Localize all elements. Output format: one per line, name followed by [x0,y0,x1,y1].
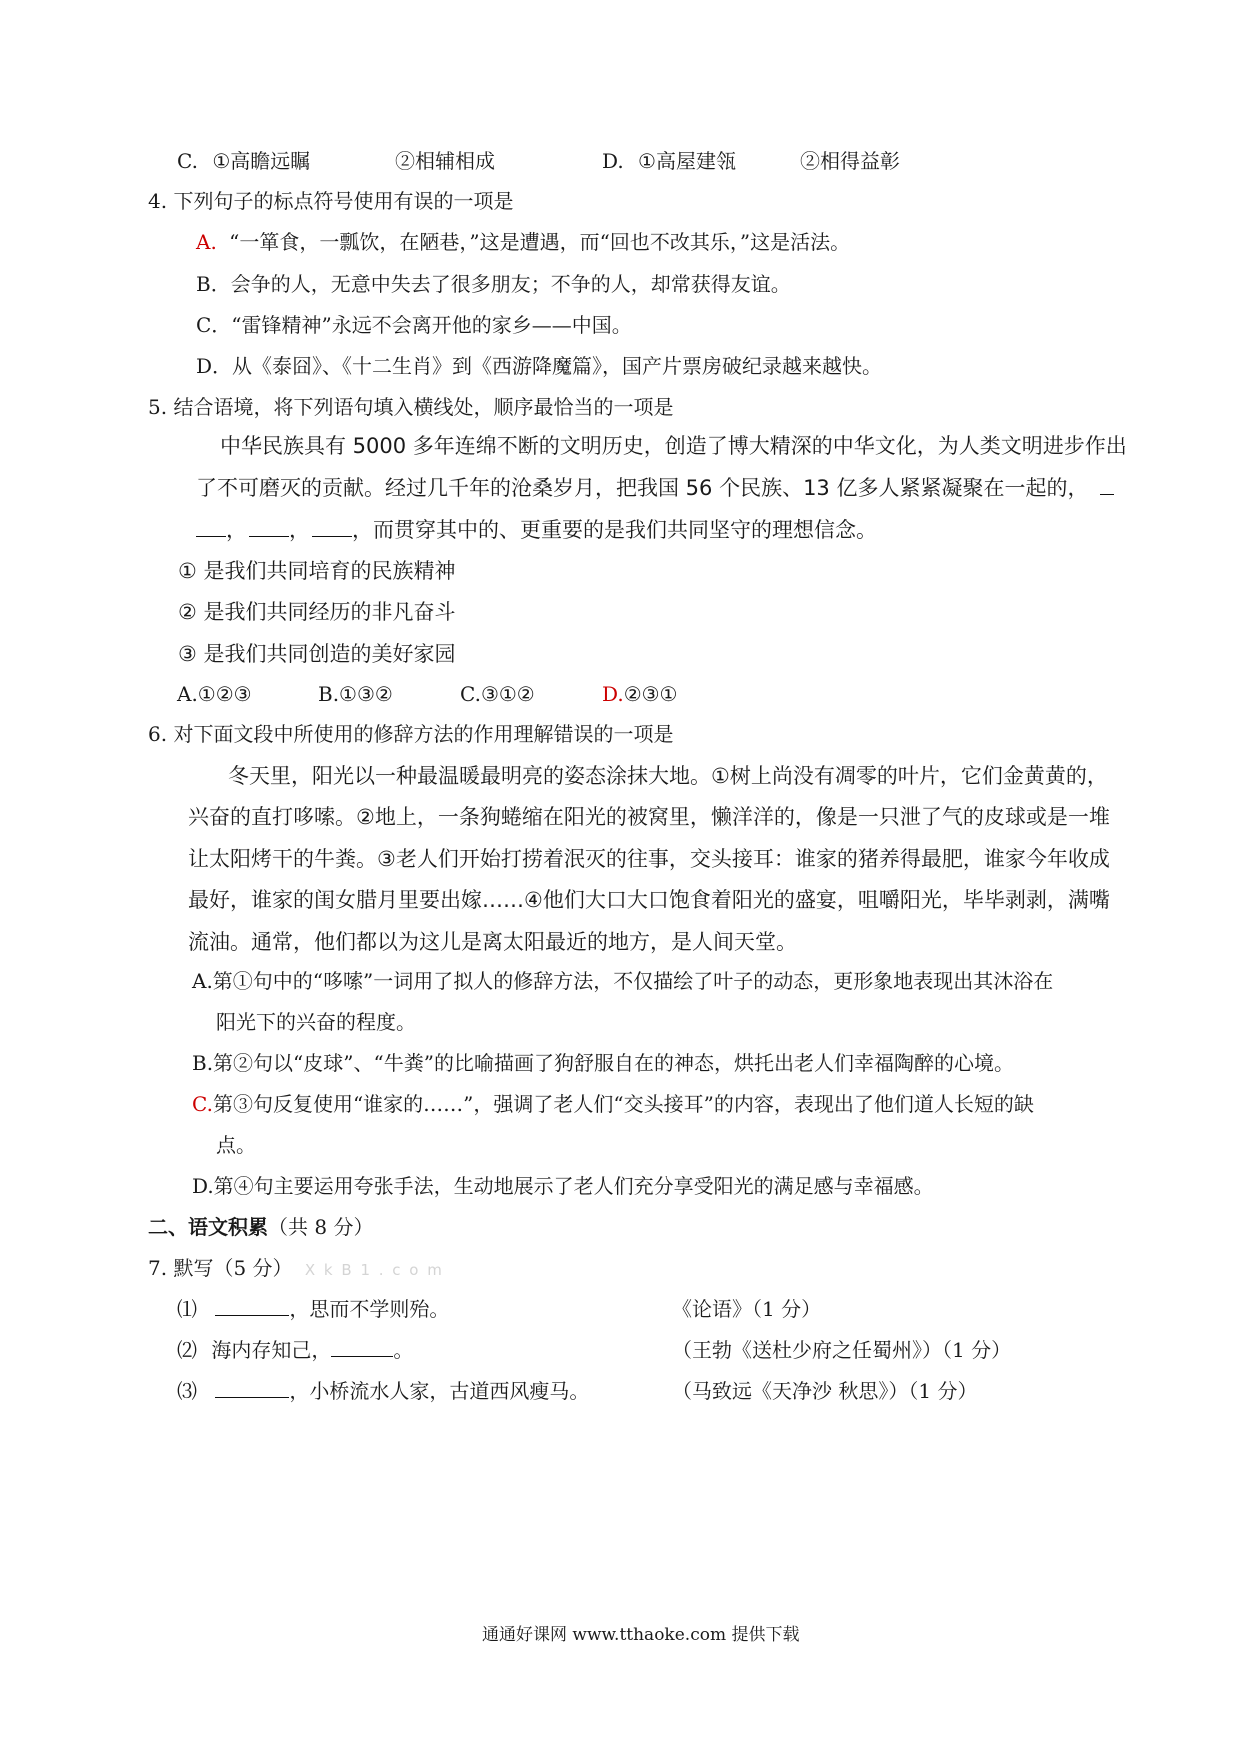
q5-option-b: B.①③② [318,682,393,706]
q4-option-a-text: “一箪食，一瓢饮，在陋巷，”这是遭遇，而“回也不改其乐，”这是活法。 [229,230,851,254]
q5-passage-line-3 [196,516,877,544]
q7-item-3 [177,1377,589,1405]
q5-blank-3 [312,516,352,537]
q7-stem-line [148,1254,444,1284]
q7-item-1-source: 《论语》（1 分） [672,1297,822,1321]
q6-stem: 6. 对下面文段中所使用的修辞方法的作用理解错误的一项是 [148,722,674,746]
q5-option-d [602,680,677,708]
q5-item-3: ③ 是我们共同创造的美好家园 [178,642,456,666]
q6-passage-line-3: 让太阳烤干的牛粪。③老人们开始打捞着泯灭的往事，交头接耳：谁家的猪养得最肥，谁家今年收成 [188,847,1110,871]
q7-item-3-num: ⑶ [177,1379,197,1403]
q3-option-d-word-1: ①高屋建瓴 [638,149,736,173]
q7-item-3-blank [215,1377,289,1398]
q5-item-1: ① 是我们共同培育的民族精神 [178,559,456,583]
q5-option-d-text: ②③① [623,682,678,706]
q6-option-c-line-1 [192,1090,1034,1118]
q7-item-3-text: ，小桥流水人家，古道西风瘦马。 [289,1379,590,1403]
q7-item-1-text: ，思而不学则殆。 [289,1297,450,1321]
q7-item-2-num: ⑵ [177,1338,197,1362]
watermark: X k B 1 . c o m [304,1261,444,1279]
q4-stem: 4. 下列句子的标点符号使用有误的一项是 [148,189,514,213]
section-2-title: 二、语文积累 [148,1215,268,1239]
q6-option-b: B.第②句以“皮球”、“牛粪”的比喻描画了狗舒服自在的神态，烘托出老人们幸福陶醉的心境。 [192,1051,1014,1075]
q5-sep-2: ， [289,518,310,542]
q3-option-c-word-2: ②相辅相成 [395,149,495,173]
q7-item-2-after: 。 [393,1338,414,1362]
q7-item-2-before: 海内存知己， [211,1338,332,1362]
q5-blank-1-start [1100,474,1114,495]
q7-item-2 [177,1336,413,1364]
q7-stem: 7. 默写（5 分） [148,1256,293,1280]
q6-option-d: D.第④句主要运用夸张手法，生动地展示了老人们充分享受阳光的满足感与幸福感。 [192,1174,934,1198]
q5-blank-2 [249,516,289,537]
q7-item-2-source: （王勃《送杜少府之任蜀州》）（1 分） [672,1338,1012,1362]
q6-passage-line-5: 流油。通常，他们都以为这儿是离太阳最近的地方，是人间天堂。 [188,930,797,954]
q3-option-d [602,147,736,175]
q4-option-d: D．从《泰囧》、《十二生肖》到《西游降魔篇》，国产片票房破纪录越来越快。 [196,354,883,378]
q6-option-c-letter: C. [192,1092,213,1116]
section-2-score: （共 8 分） [268,1215,374,1239]
q5-passage-line-2 [196,474,1114,502]
q7-item-1-num: ⑴ [177,1297,197,1321]
q6-option-a-line-1: A.第①句中的“哆嗦”一词用了拟人的修辞方法，不仅描绘了叶子的动态，更形象地表现出其沐浴在 [192,969,1054,993]
q5-passage-line-1: 中华民族具有 5000 多年连绵不断的文明历史，创造了博大精深的中华文化，为人类文明进步作出 [220,434,1127,458]
q7-item-3-source: （马致远《天净沙 秋思》）（1 分） [672,1379,978,1403]
q5-sep-1: ， [226,518,247,542]
q7-item-1 [177,1295,449,1323]
q6-passage-line-4: 最好，谁家的闺女腊月里要出嫁……④他们大口大口饱食着阳光的盛宴，咀嚼阳光，毕毕剥剥，满嘴 [188,888,1110,912]
q5-passage-line-3-text: ，而贯穿其中的、更重要的是我们共同坚守的理想信念。 [352,518,877,542]
q3-option-c [177,147,310,175]
q3-option-d-letter: D. [602,149,624,173]
q5-option-d-letter: D. [602,682,624,706]
q4-option-a-letter: A. [196,230,217,254]
q3-option-c-letter: C. [177,149,198,173]
page-footer: 通通好课网 www.tthaoke.com 提供下载 [482,1625,800,1645]
q6-option-a-line-2: 阳光下的兴奋的程度。 [216,1010,416,1034]
q5-stem: 5. 结合语境，将下列语句填入横线处，顺序最恰当的一项是 [148,395,674,419]
q4-option-b: B．会争的人，无意中失去了很多朋友；不争的人，却常获得友谊。 [196,272,791,296]
q7-item-2-blank [331,1336,393,1357]
q5-option-a: A.①②③ [177,682,252,706]
q7-item-1-blank [215,1295,289,1316]
q5-passage-line-2-text: 了不可磨灭的贡献。经过几千年的沧桑岁月，把我国 56 个民族、13 亿多人紧紧凝聚在一起的， [196,476,1089,500]
q6-option-c-line-2: 点。 [216,1133,256,1157]
q4-option-c: C．“雷锋精神”永远不会离开他的家乡——中国。 [196,313,632,337]
q5-item-2: ② 是我们共同经历的非凡奋斗 [178,600,456,624]
q3-option-c-word-1: ①高瞻远瞩 [212,149,311,173]
q3-option-d-word-2: ②相得益彰 [800,149,900,173]
q6-passage-line-1: 冬天里，阳光以一种最温暖最明亮的姿态涂抹大地。①树上尚没有凋零的叶片，它们金黄黄的， [228,764,1108,788]
q4-option-a [196,228,850,256]
q6-passage-line-2: 兴奋的直打哆嗦。②地上，一条狗蜷缩在阳光的被窝里，懒洋洋的，像是一只泄了气的皮球或是一堆 [188,805,1110,829]
q5-option-c: C.③①② [460,682,535,706]
section-2-heading [148,1213,373,1241]
q6-option-c-text: 第③句反复使用“谁家的……”，强调了老人们“交头接耳”的内容，表现出了他们道人长短的缺 [212,1092,1034,1116]
q5-blank-1-end [196,516,226,537]
